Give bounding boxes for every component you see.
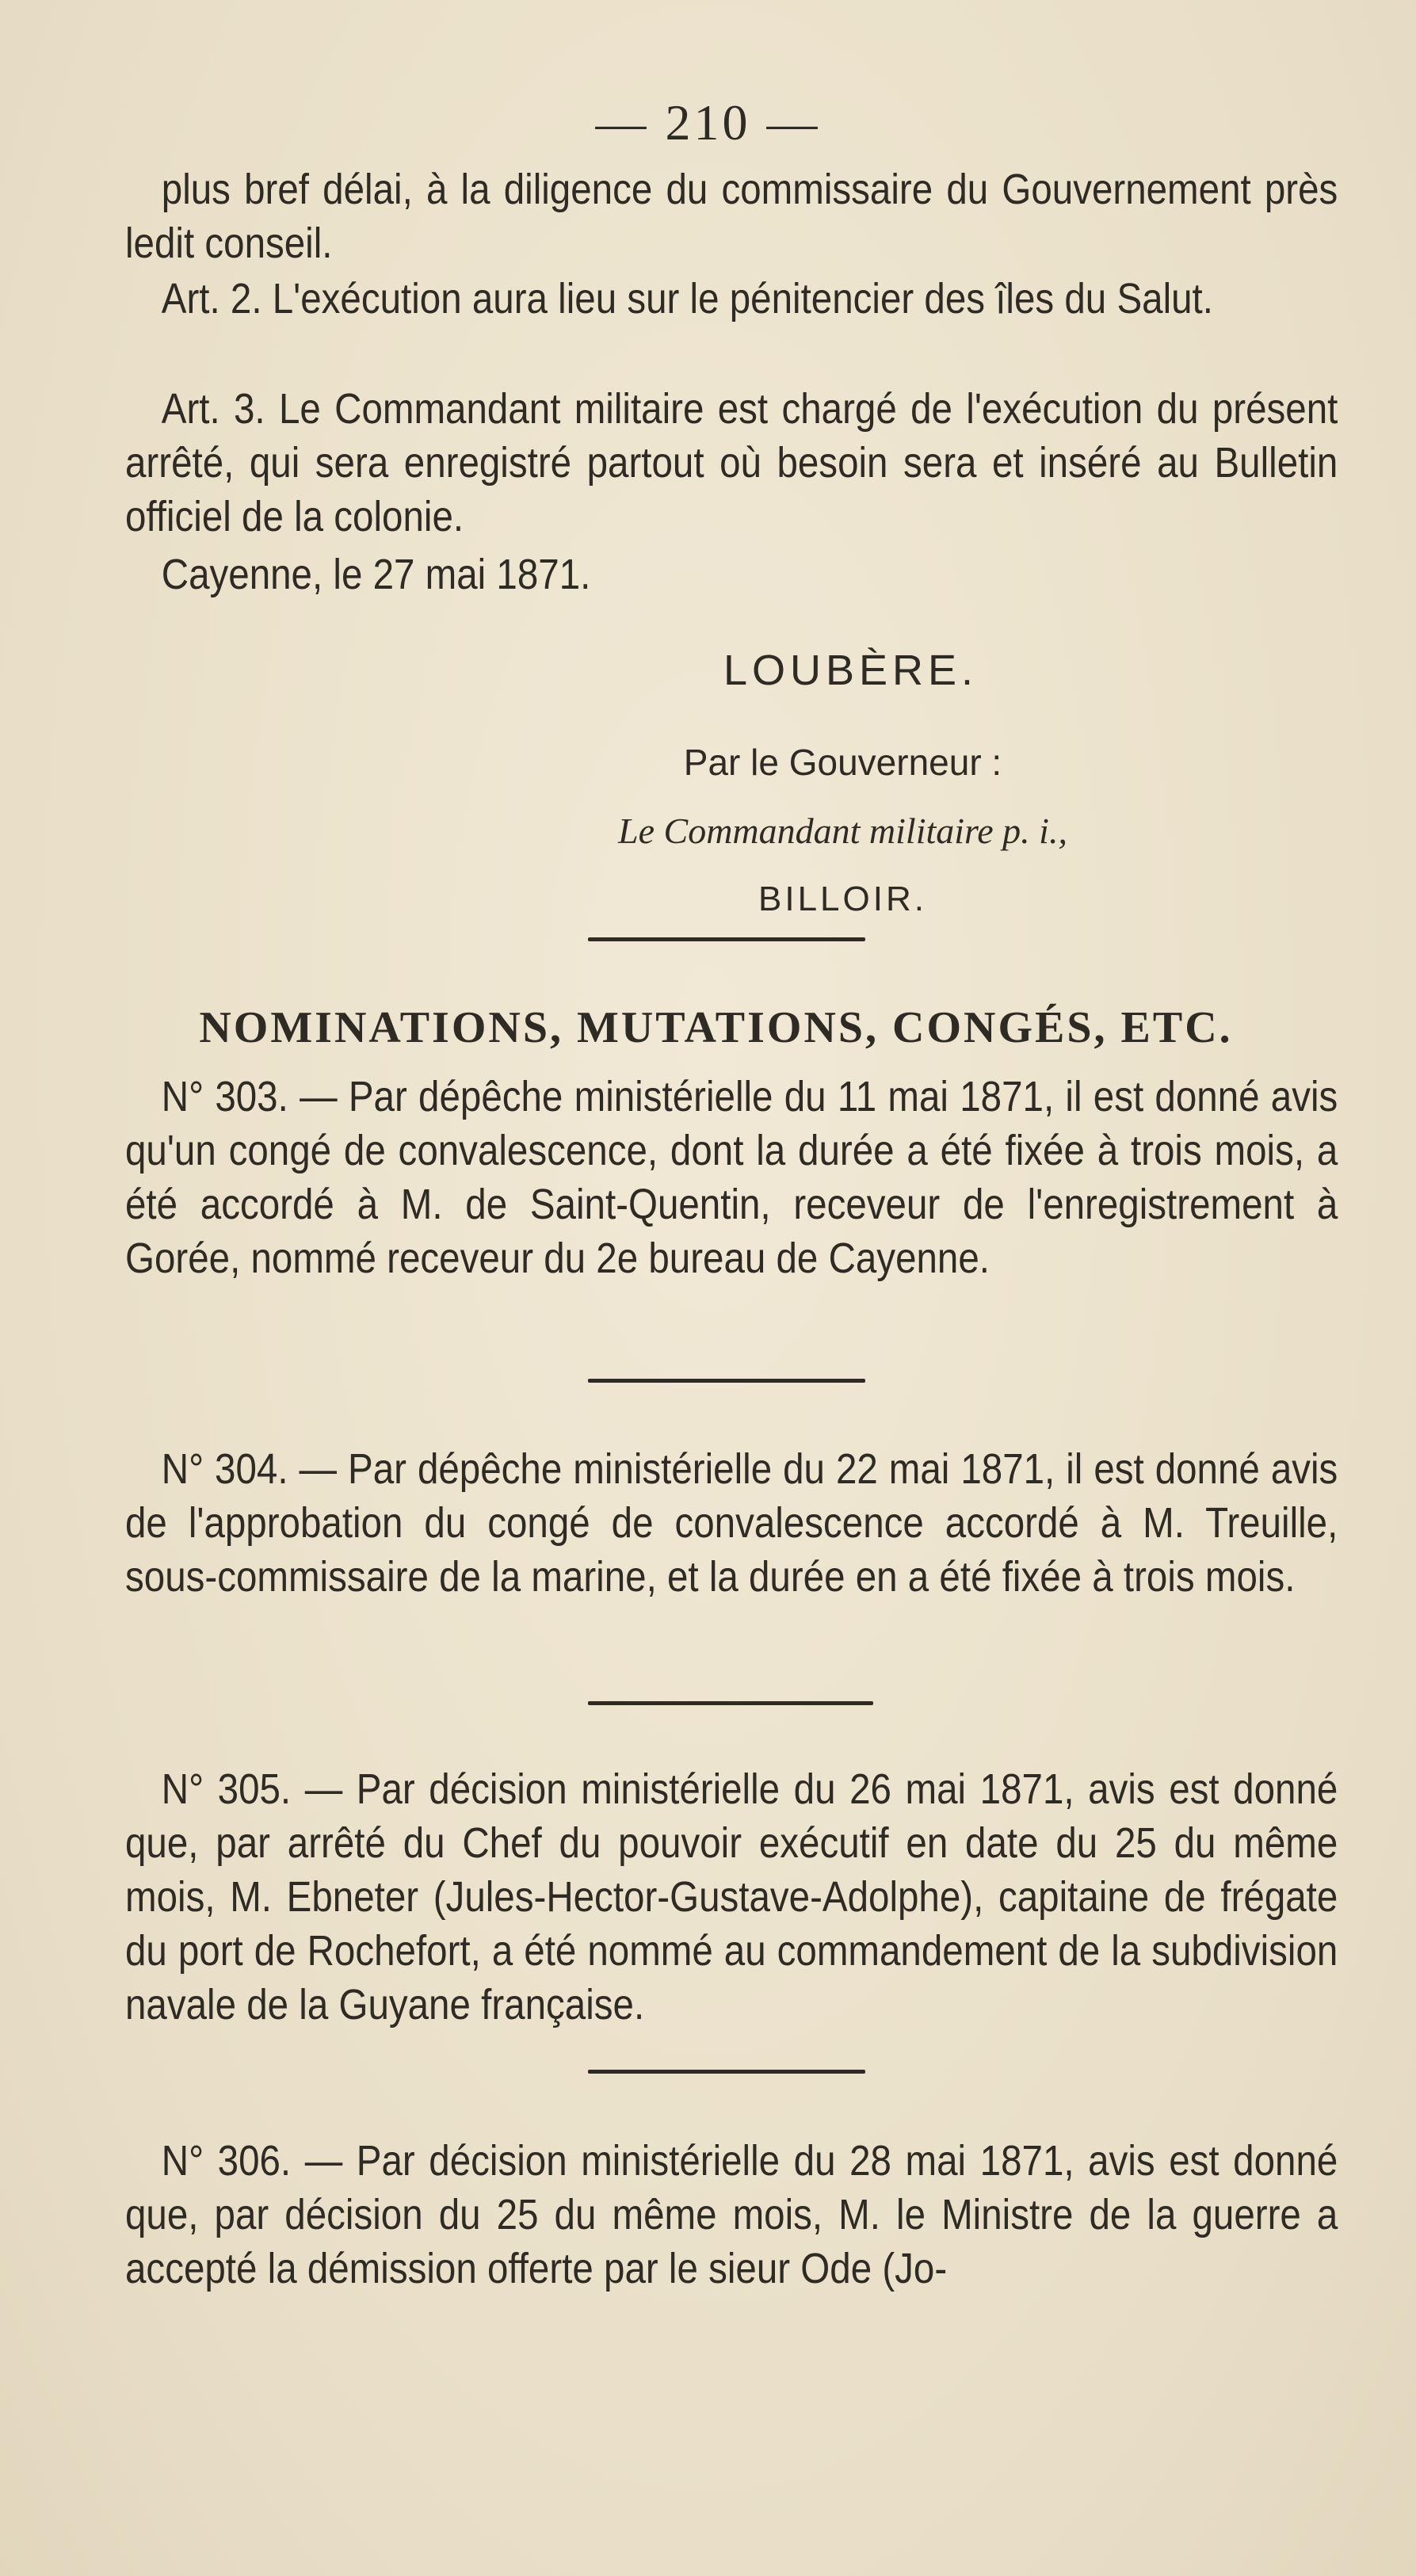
- entry-306-paragraph: N° 306. — Par décision ministérielle du 28 mai 1871, avis est donné que, par décision du 25 du même mois, M. le Ministre de la guerre a accepté la démission offerte par le sieur Ode (Jo-: [125, 2137, 1338, 2292]
- signature-name: LOUBÈRE.: [723, 647, 979, 694]
- entry-306-block: [125, 2134, 1338, 2296]
- separator-rule: [588, 2070, 865, 2074]
- article-3-block: [125, 382, 1338, 544]
- entry-303-block: [125, 1070, 1338, 1285]
- separator-rule: [588, 937, 865, 941]
- continuation-paragraph: plus bref délai, à la diligence du commissaire du Gouvernement près ledit conseil.: [125, 166, 1338, 267]
- place-date-block: [125, 548, 1338, 601]
- entry-303-paragraph: N° 303. — Par dépêche ministérielle du 11 mai 1871, il est donné avis qu'un congé de convalescence, dont la durée a été fixée à trois mois, a été accordé à M. de Saint-Quentin, receveur de l'enregistrement à Gorée, nommé receveur du 2e bureau de Cayenne.: [125, 1073, 1338, 1282]
- place-date: Cayenne, le 27 mai 1871.: [161, 551, 591, 598]
- article-2-block: [125, 272, 1338, 326]
- entry-304-block: [125, 1442, 1338, 1604]
- separator-rule: [588, 1701, 873, 1705]
- page-number: — 210 —: [595, 94, 821, 151]
- article-2-paragraph: Art. 2. L'exécution aura lieu sur le pénitencier des îles du Salut.: [161, 275, 1213, 322]
- entry-304-paragraph: N° 304. — Par dépêche ministérielle du 22 mai 1871, il est donné avis de l'approbation du congé de convalescence accordé à M. Treuille, sous-commissaire de la marine, et la durée en a été fixée à trois mois.: [125, 1445, 1338, 1601]
- signature-role: Le Commandant militaire p. i.,: [618, 811, 1067, 851]
- intro-block: [125, 162, 1338, 270]
- article-3-paragraph: Art. 3. Le Commandant militaire est chargé de l'exécution du présent arrêté, qui sera enregistré partout où besoin sera et inséré au Bulletin officiel de la colonie.: [125, 385, 1338, 540]
- entry-305-block: [125, 1762, 1338, 2032]
- signature-by-line: Par le Gouverneur :: [683, 742, 1002, 783]
- signature-countersign: BILLOIR.: [758, 880, 927, 918]
- section-heading: NOMINATIONS, MUTATIONS, CONGÉS, ETC.: [199, 1003, 1233, 1052]
- separator-rule: [588, 1379, 865, 1383]
- entry-305-paragraph: N° 305. — Par décision ministérielle du 26 mai 1871, avis est donné que, par arrêté du Chef du pouvoir exécutif en date du 25 du même mois, M. Ebneter (Jules-Hector-Gustave-Adolphe), capitaine de frégate du port de Rochefort, a été nommé au commandement de la subdivision navale de la Guyane française.: [125, 1765, 1338, 2028]
